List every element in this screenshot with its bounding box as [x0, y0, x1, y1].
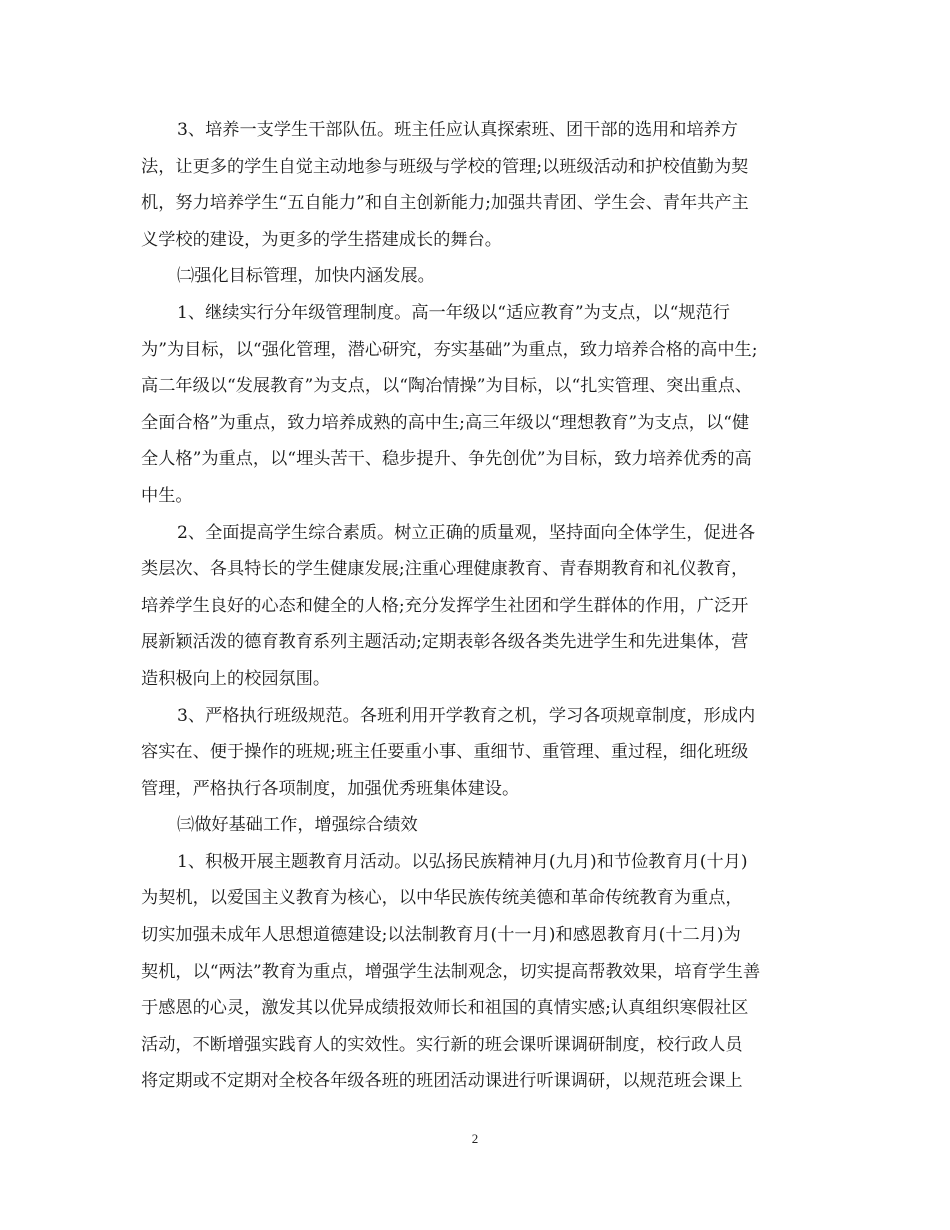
- text-line: 将定期或不定期对全校各年级各班的班团活动课进行听课调研，以规范班会课上: [141, 1071, 743, 1092]
- text-line: 类层次、各具特长的学生健康发展;注重心理健康教育、青春期教育和礼仪教育，: [141, 559, 749, 580]
- text-line: 3、严格执行班级规范。各班利用开学教育之机，学习各项规章制度，形成内: [177, 705, 756, 726]
- text-line: 展新颖活泼的德育教育系列主题活动;定期表彰各级各类先进学生和先进集体，营: [141, 632, 749, 653]
- text-line: 1、继续实行分年级管理制度。高一年级以“适应教育”为支点，以“规范行: [177, 302, 730, 323]
- text-line: 中生。: [141, 485, 193, 506]
- text-line: 3、培养一支学生干部队伍。班主任应认真探索班、团干部的选用和培养方: [177, 120, 738, 140]
- text-line: 管理，严格执行各项制度，加强优秀班集体建设。: [141, 778, 520, 799]
- text-line: 于感恩的心灵，激发其以优异成绩报效师长和祖国的真情实感;认真组织寒假社区: [141, 998, 749, 1019]
- text-line: 法，让更多的学生自觉主动地参与班级与学校的管理;以班级活动和护校值勤为契: [141, 156, 749, 177]
- text-line: 2、全面提高学生综合素质。树立正确的质量观，坚持面向全体学生，促进各: [177, 522, 756, 543]
- section-heading: ㈢做好基础工作，增强综合绩效: [177, 815, 418, 836]
- page-number: 2: [471, 1131, 479, 1146]
- text-line: 造积极向上的校园氛围。: [141, 668, 331, 689]
- text-line: 义学校的建设，为更多的学生搭建成长的舞台。: [141, 229, 502, 250]
- text-line: 活动，不断增强实践育人的实效性。实行新的班会课听课调研制度，校行政人员: [141, 1034, 743, 1055]
- text-line: 高二年级以“发展教育”为支点，以“陶冶情操”为目标，以“扎实管理、突出重点、: [141, 376, 753, 397]
- text-line: 为契机，以爱国主义教育为核心，以中华民族传统美德和革命传统教育为重点，: [141, 888, 743, 909]
- text-line: 全人格”为重点，以“埋头苦干、稳步提升、争先创优”为目标，致力培养优秀的高: [141, 449, 752, 470]
- text-line: 培养学生良好的心态和健全的人格;充分发挥学生社团和学生群体的作用，广泛开: [141, 595, 749, 616]
- section-heading: ㈡强化目标管理，加快内涵发展。: [177, 266, 435, 287]
- text-line: 为”为目标，以“强化管理，潜心研究，夯实基础”为重点，致力培养合格的高中生;: [141, 339, 758, 360]
- text-line: 机，努力培养学生“五自能力”和自主创新能力;加强共青团、学生会、青年共产主: [141, 193, 749, 214]
- text-line: 容实在、便于操作的班规;班主任要重小事、重细节、重管理、重过程，细化班级: [141, 742, 749, 763]
- text-line: 1、积极开展主题教育月活动。以弘扬民族精神月(九月)和节俭教育月(十月): [177, 851, 748, 872]
- text-line: 契机，以“两法”教育为重点，增强学生法制观念，切实提高帮教效果，培育学生善: [141, 961, 761, 982]
- text-line: 全面合格”为重点，致力培养成熟的高中生;高三年级以“理想教育”为支点，以“健: [141, 412, 750, 433]
- document-body: [141, 112, 809, 1100]
- text-line: 切实加强未成年人思想道德建设;以法制教育月(十一月)和感恩教育月(十二月)为: [141, 925, 741, 946]
